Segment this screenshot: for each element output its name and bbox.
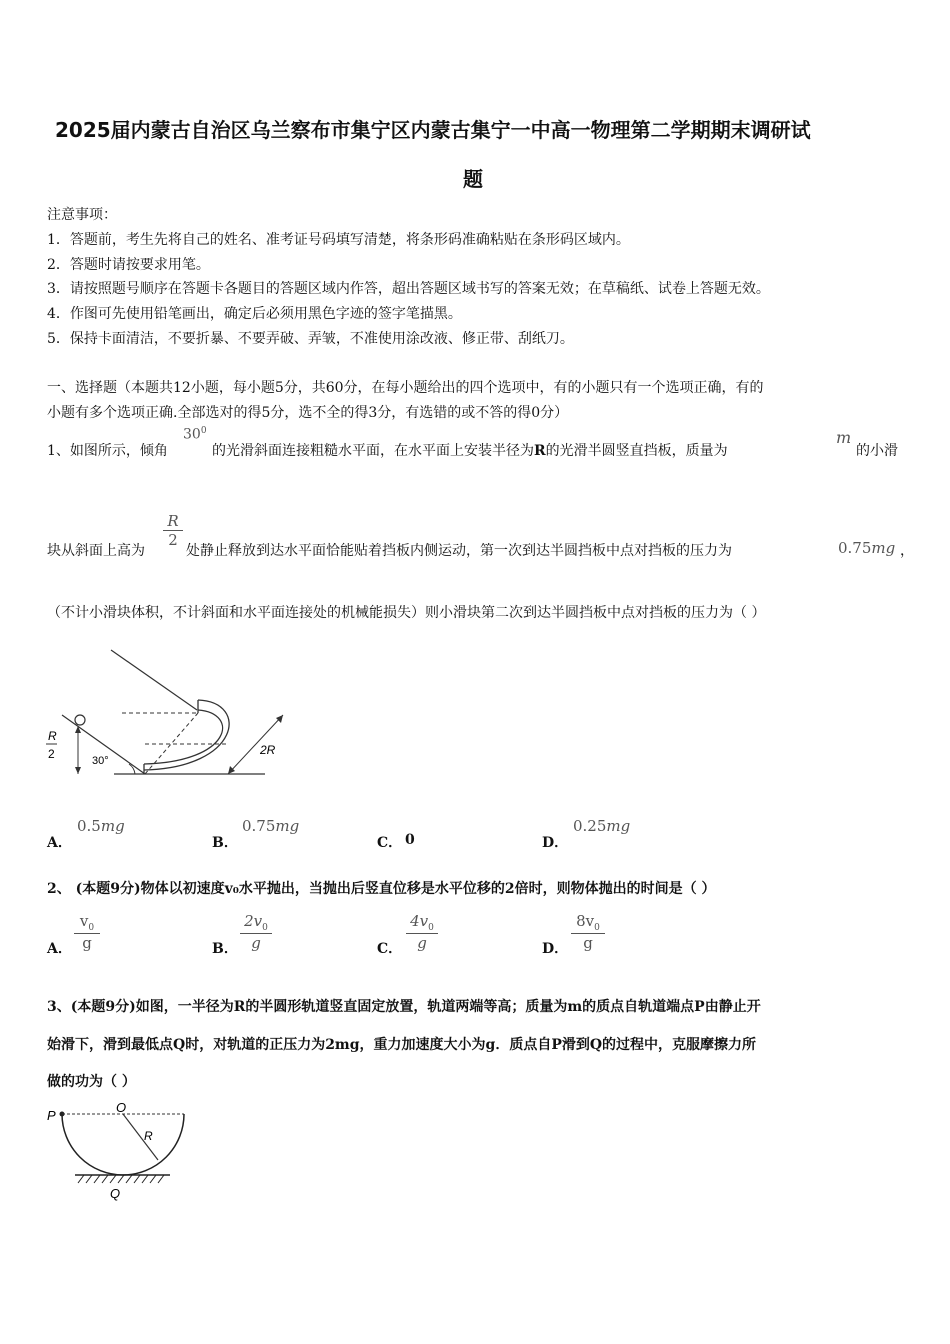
q2-option-a-letter: A．	[47, 941, 72, 957]
notice-item: 4．作图可先使用铅笔画出，确定后必须用黑色字迹的签字笔描黑。	[47, 306, 462, 322]
q1-text-d: 的小滑	[856, 443, 898, 459]
q1-option-c-value: 0	[405, 832, 415, 848]
notice-heading: 注意事项：	[47, 207, 117, 223]
q1-text-f: 处静止释放到达水平面恰能贴着挡板内侧运动，第一次到达半圆挡板中点对挡板的压力为	[186, 543, 732, 559]
q2-option-b-letter: B．	[212, 941, 238, 957]
q3-text-line2: 始滑下，滑到最低点Q时，对轨道的正压力为2mg，重力加速度大小为g．质点自P滑到Q的过程中，克服摩擦力所	[47, 1037, 757, 1053]
q2-option-c-letter: C．	[377, 941, 403, 957]
q1-text-a: 1、如图所示，倾角	[47, 443, 168, 459]
q1-text-e: 块从斜面上高为	[47, 543, 145, 559]
section-heading-line1: 一、选择题（本题共12小题，每小题5分，共60分，在每小题给出的四个选项中，有的小题只有一个选项正确，有的	[47, 380, 764, 396]
q1-height-fraction: $\frac{R}{2}$	[163, 512, 183, 549]
q3-diagram-label-R: R	[144, 1129, 153, 1143]
notice-item: 5．保持卡面清洁，不要折暴、不要弄破、弄皱，不准使用涂改液、修正带、刮纸刀。	[47, 331, 574, 347]
q2-option-a-value: $\frac{v_0}{g}$	[74, 912, 100, 952]
notice-item: 1．答题前，考生先将自己的姓名、准考证号码填写清楚，将条形码准确粘贴在条形码区域内。	[47, 232, 630, 248]
q2-option-d-letter: D．	[542, 941, 569, 957]
page-title-line1: 2025届内蒙古自治区乌兰察布市集宁区内蒙古集宁一中高一物理第二学期期末调研试	[55, 118, 811, 142]
page-title-line2: 题	[463, 167, 483, 191]
q1-option-c-letter: C．	[377, 835, 403, 851]
q2-option-b-value: $\frac{2v_0}{g}$	[240, 912, 272, 952]
notice-item: 2．答题时请按要求用笔。	[47, 257, 210, 273]
q1-angle: $30^0$	[183, 426, 207, 443]
q1-option-b-value: 0.75mg	[242, 817, 300, 835]
q1-incline-diagram	[40, 640, 300, 800]
q1-diagram-label-R: R	[48, 729, 57, 743]
q1-text-line3: （不计小滑块体积，不计斜面和水平面连接处的机械能损失）则小滑块第二次到达半圆挡板中点对挡板的压力为（ ）	[47, 605, 766, 621]
q1-option-b-letter: B．	[212, 835, 238, 851]
q1-text-b: 的光滑斜面连接粗糙水平面，在水平面上安装半径为R的光滑半圆竖直挡板，质量为	[212, 443, 728, 459]
q1-option-a-letter: A．	[47, 835, 72, 851]
q1-force-value: 0.75mg	[838, 539, 896, 557]
q3-diagram-label-O: O	[116, 1100, 127, 1115]
q3-semicircle-diagram	[40, 1098, 200, 1208]
q1-diagram-label-2R: 2R	[260, 743, 276, 757]
q3-diagram-label-Q: Q	[110, 1186, 121, 1201]
q3-diagram-label-P: P	[47, 1108, 56, 1123]
q1-option-a-value: 0.5mg	[77, 817, 125, 835]
q3-text-line3: 做的功为（ ）	[47, 1074, 136, 1090]
q2-text: 2、 (本题9分)物体以初速度v₀水平抛出，当抛出后竖直位移是水平位移的2倍时，则物体抛出的时间是（ ）	[47, 881, 716, 897]
q2-option-c-value: $\frac{4v_0}{g}$	[406, 912, 438, 952]
q1-option-d-letter: D．	[542, 835, 569, 851]
q1-mass-m: m	[836, 428, 852, 447]
q3-text-line1: 3、(本题9分)如图，一半径为R的半圆形轨道竖直固定放置，轨道两端等高；质量为m的质点自轨道端点P由静止开	[47, 999, 761, 1015]
q1-option-d-value: 0.25mg	[573, 817, 631, 835]
q1-text-g: ，	[900, 543, 914, 559]
section-heading-line2: 小题有多个选项正确.全部选对的得5分，选不全的得3分，有选错的或不答的得0分）	[47, 405, 569, 421]
q2-option-d-value: $\frac{8v_0}{g}$	[571, 912, 605, 952]
q1-diagram-label-angle: 30°	[92, 755, 109, 767]
q1-diagram-label-2: 2	[48, 747, 55, 761]
notice-item: 3．请按照题号顺序在答题卡各题目的答题区域内作答，超出答题区域书写的答案无效；在草稿纸、试卷上答题无效。	[47, 281, 770, 297]
